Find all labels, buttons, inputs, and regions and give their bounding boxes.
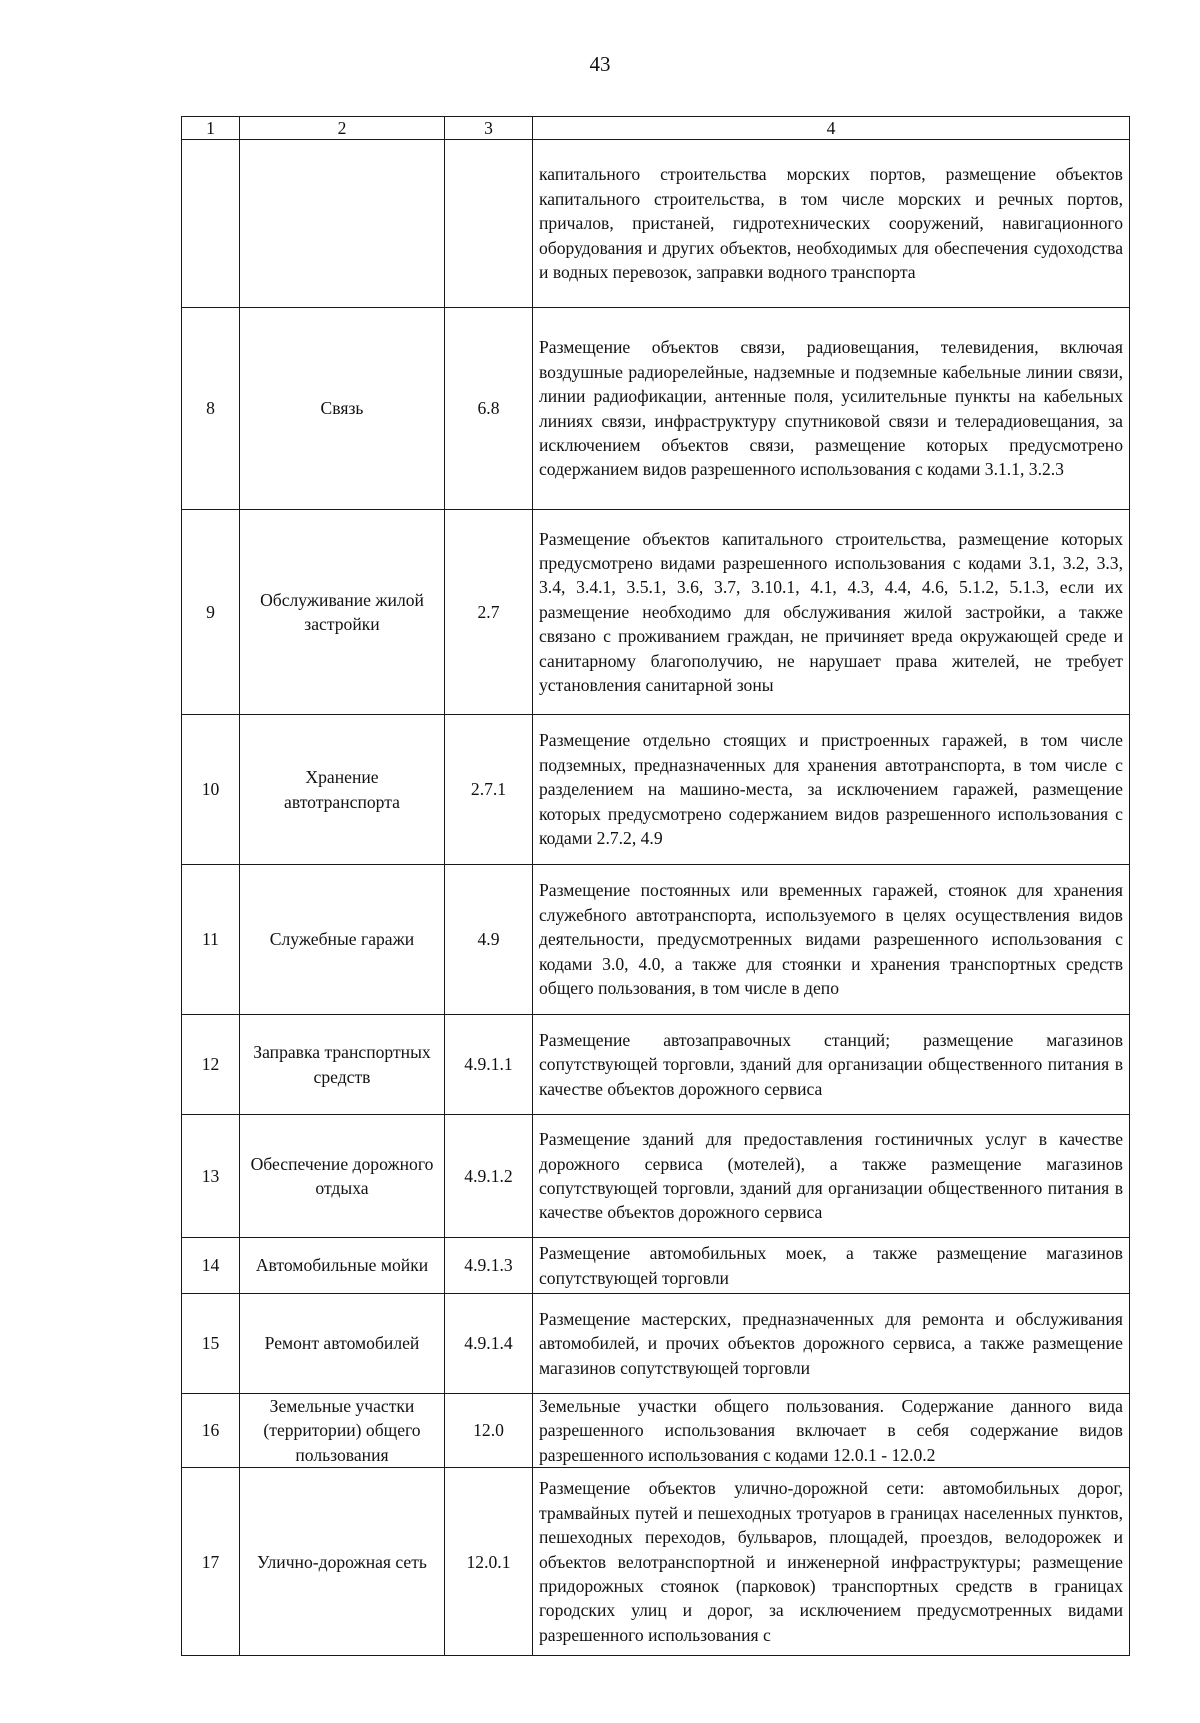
header-cell: 3 (445, 117, 533, 140)
use-name-cell: Автомобильные мойки (240, 1238, 445, 1294)
table-row (182, 1294, 1130, 1394)
table-row (182, 1468, 1130, 1656)
table-row (182, 308, 1130, 510)
page-number: 43 (589, 52, 611, 76)
use-name-cell: Связь (240, 308, 445, 510)
use-description-cell: Размещение объектов капитального строительства, размещение которых предусмотрено видами разрешенного использования с кодами 3.1, 3.2, 3.3, 3.4, 3.4.1, 3.5.1, 3.6, 3.7, 3.10.1, 4.1, 4.3, 4.4, 4.6, 5.1.2, 5.1.3, если их размещение необходимо для обслуживания жилой застройки, а также связано с проживанием граждан, не причиняет вреда окружающей среде и санитарному благополучию, не нарушает права жителей, не требует установления санитарной зоны (533, 510, 1130, 715)
use-code-cell (445, 140, 533, 308)
use-code-cell: 12.0.1 (445, 1468, 533, 1656)
row-number-cell: 9 (182, 510, 240, 715)
use-code-cell: 4.9.1.1 (445, 1015, 533, 1115)
use-code-cell: 4.9 (445, 865, 533, 1015)
land-use-table (181, 116, 1130, 1656)
use-description-cell: Размещение объектов улично-дорожной сети: автомобильных дорог, трамвайных путей и пешеходных тротуаров в границах населенных пунктов, пешеходных переходов, бульваров, площадей, проездов, велодорожек и объектов велотранспортной и инженерной инфраструктуры; размещение придорожных стоянок (парковок) транспортных средств в границах городских улиц и дорог, за исключением предусмотренных видами разрешенного использования с (533, 1468, 1130, 1656)
use-name-cell: Обслуживание жилой застройки (240, 510, 445, 715)
use-description-cell: Размещение мастерских, предназначенных для ремонта и обслуживания автомобилей, и прочих объектов дорожного сервиса, а также размещение магазинов сопутствующей торговли (533, 1294, 1130, 1394)
use-code-cell: 2.7 (445, 510, 533, 715)
table-header-row (182, 117, 1130, 140)
row-number-cell (182, 140, 240, 308)
use-description-cell: Размещение зданий для предоставления гостиничных услуг в качестве дорожного сервиса (мотелей), а также размещение магазинов сопутствующей торговли, зданий для организации общественного питания в качестве объектов дорожного сервиса (533, 1115, 1130, 1238)
use-name-cell: Служебные гаражи (240, 865, 445, 1015)
use-description-cell: Размещение автомобильных моек, а также размещение магазинов сопутствующей торговли (533, 1238, 1130, 1294)
row-number-cell: 16 (182, 1394, 240, 1468)
row-number-cell: 17 (182, 1468, 240, 1656)
table-row (182, 1015, 1130, 1115)
table-row (182, 1238, 1130, 1294)
use-name-cell: Ремонт автомобилей (240, 1294, 445, 1394)
use-description-cell: Земельные участки общего пользования. Содержание данного вида разрешенного использования включает в себя содержание видов разрешенного использования с кодами 12.0.1 - 12.0.2 (533, 1394, 1130, 1468)
use-code-cell: 4.9.1.3 (445, 1238, 533, 1294)
table-row (182, 510, 1130, 715)
row-number-cell: 8 (182, 308, 240, 510)
use-description-cell: Размещение автозаправочных станций; размещение магазинов сопутствующей торговли, зданий для организации общественного питания в качестве объектов дорожного сервиса (533, 1015, 1130, 1115)
use-description-cell: Размещение отдельно стоящих и пристроенных гаражей, в том числе подземных, предназначенных для хранения автотранспорта, в том числе с разделением на машино-места, за исключением гаражей, размещение которых предусмотрено содержанием видов разрешенного использования с кодами 2.7.2, 4.9 (533, 715, 1130, 865)
use-code-cell: 4.9.1.2 (445, 1115, 533, 1238)
row-number-cell: 10 (182, 715, 240, 865)
table-row (182, 140, 1130, 308)
use-description-cell: Размещение объектов связи, радиовещания, телевидения, включая воздушные радиорелейные, надземные и подземные кабельные линии связи, линии радиофикации, антенные поля, усилительные пункты на кабельных линиях связи, инфраструктуру спутниковой связи и телерадиовещания, за исключением объектов связи, размещение которых предусмотрено содержанием видов разрешенного использования с кодами 3.1.1, 3.2.3 (533, 308, 1130, 510)
use-code-cell: 12.0 (445, 1394, 533, 1468)
row-number-cell: 13 (182, 1115, 240, 1238)
row-number-cell: 12 (182, 1015, 240, 1115)
use-code-cell: 2.7.1 (445, 715, 533, 865)
header-cell: 2 (240, 117, 445, 140)
use-name-cell (240, 140, 445, 308)
table-row (182, 1115, 1130, 1238)
use-description-cell: капитального строительства морских портов, размещение объектов капитального строительства, в том числе морских и речных портов, причалов, пристаней, гидротехнических сооружений, навигационного оборудования и других объектов, необходимых для обеспечения судоходства и водных перевозок, заправки водного транспорта (533, 140, 1130, 308)
use-name-cell: Заправка транспортных средств (240, 1015, 445, 1115)
header-cell: 1 (182, 117, 240, 140)
header-cell: 4 (533, 117, 1130, 140)
use-name-cell: Обеспечение дорожного отдыха (240, 1115, 445, 1238)
row-number-cell: 11 (182, 865, 240, 1015)
use-description-cell: Размещение постоянных или временных гаражей, стоянок для хранения служебного автотранспорта, используемого в целях осуществления видов деятельности, предусмотренных видами разрешенного использования с кодами 3.0, 4.0, а также для стоянки и хранения транспортных средств общего пользования, в том числе в депо (533, 865, 1130, 1015)
use-code-cell: 4.9.1.4 (445, 1294, 533, 1394)
use-name-cell: Улично-дорожная сеть (240, 1468, 445, 1656)
table-row (182, 865, 1130, 1015)
use-name-cell: Хранение автотранспорта (240, 715, 445, 865)
row-number-cell: 15 (182, 1294, 240, 1394)
table-row (182, 715, 1130, 865)
row-number-cell: 14 (182, 1238, 240, 1294)
use-name-cell: Земельные участки (территории) общего пользования (240, 1394, 445, 1468)
table-row (182, 1394, 1130, 1468)
use-code-cell: 6.8 (445, 308, 533, 510)
